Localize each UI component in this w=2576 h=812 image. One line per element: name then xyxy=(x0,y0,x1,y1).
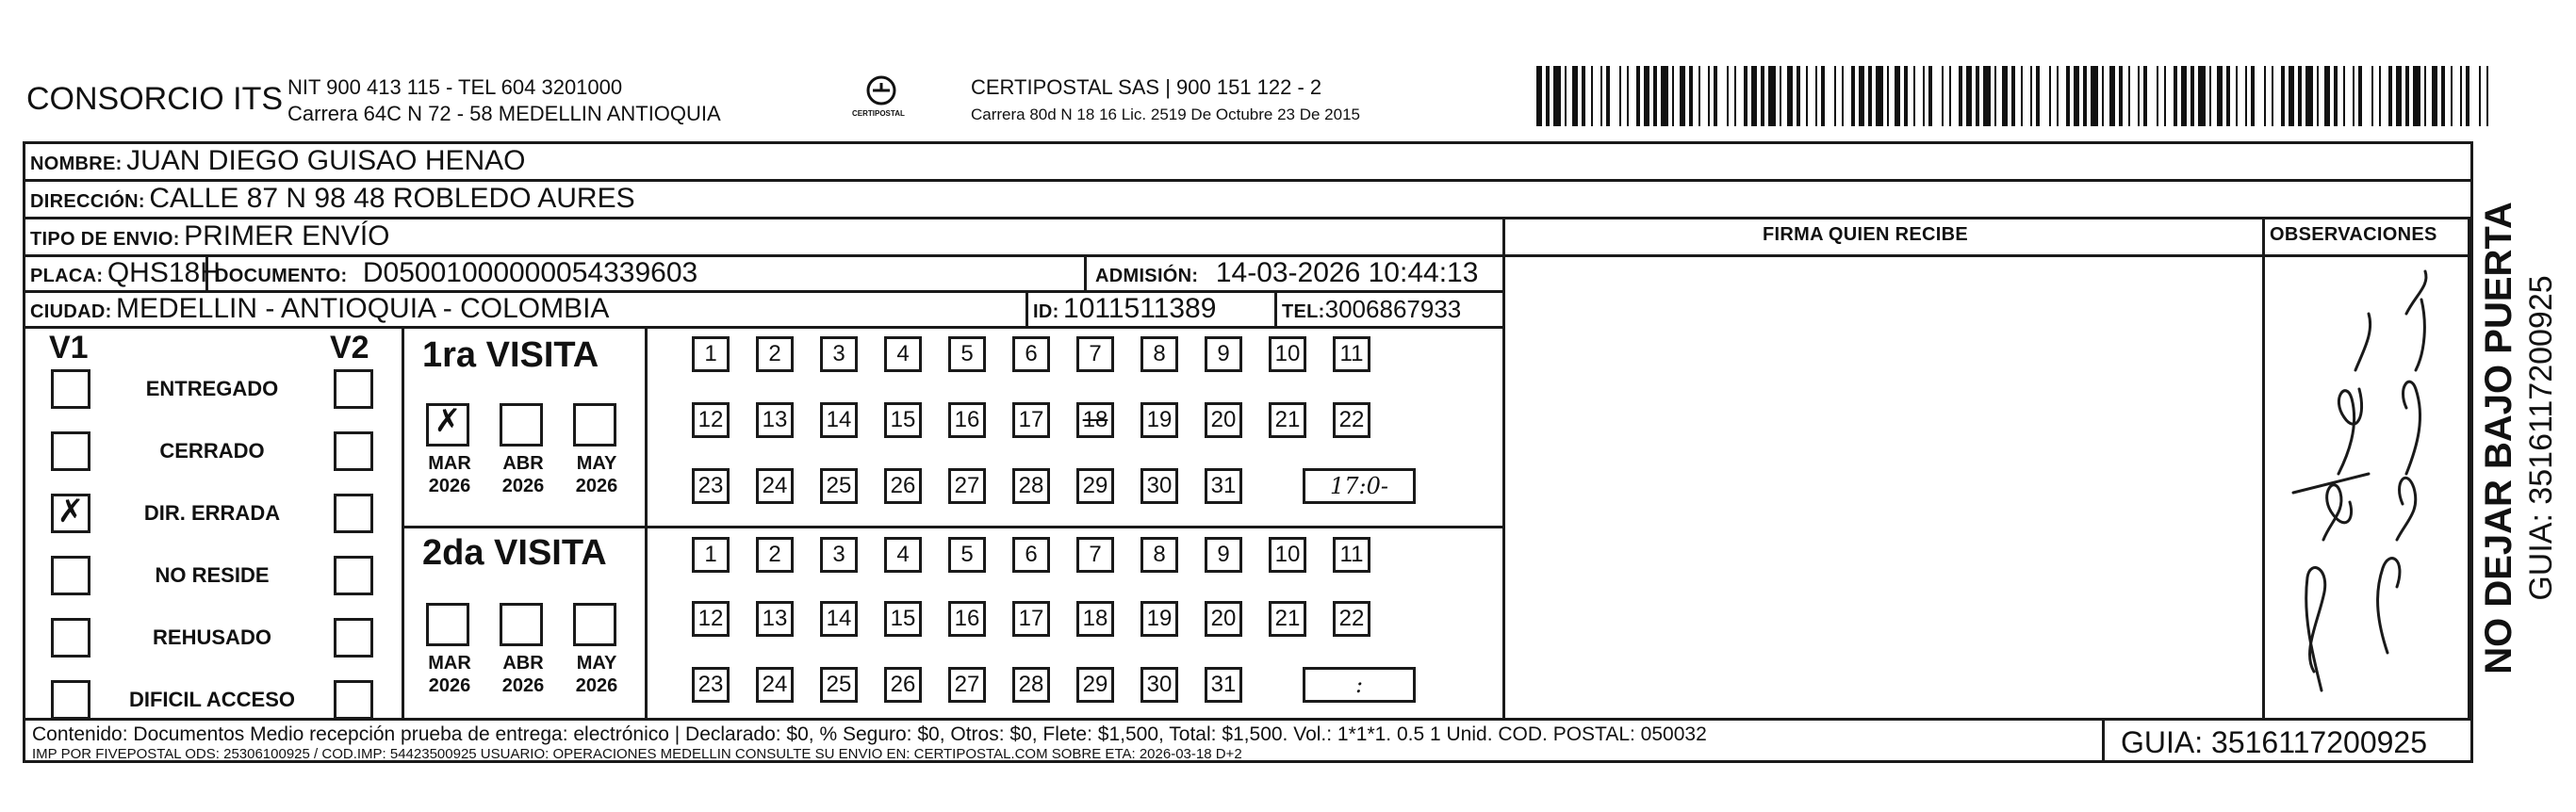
visit2-day-box[interactable]: 5 xyxy=(948,537,986,573)
id-row xyxy=(1033,293,1216,325)
visit1-day-box[interactable]: 18 xyxy=(1076,402,1114,438)
barcode-bar xyxy=(2181,66,2187,126)
barcode-bar xyxy=(1606,66,1610,126)
visit1-day-box[interactable]: 22 xyxy=(1333,402,1370,438)
status-label: REHUSADO xyxy=(153,625,271,649)
tel-row xyxy=(1282,295,1461,324)
visit1-day-box[interactable]: 4 xyxy=(884,336,922,372)
month-name: ABR xyxy=(502,653,544,674)
v1-checkbox[interactable] xyxy=(51,556,90,595)
barcode-bar xyxy=(1787,66,1793,126)
visit2-day-box[interactable]: 14 xyxy=(820,601,858,637)
barcode-bar xyxy=(2405,66,2409,126)
month-year: 2026 xyxy=(501,476,545,496)
id-label: ID: xyxy=(1033,301,1059,322)
visit1-day-box[interactable]: 17 xyxy=(1012,402,1050,438)
v2-checkbox[interactable] xyxy=(334,369,373,409)
signature-header: FIRMA QUIEN RECIBE xyxy=(1763,224,1968,245)
admision-row xyxy=(1095,257,1478,289)
barcode-bar xyxy=(2198,66,2206,126)
visit2-day-box[interactable]: 9 xyxy=(1205,537,1242,573)
visit2-month-label xyxy=(496,652,550,697)
handwritten-observation xyxy=(2265,257,2468,718)
barcode-bar xyxy=(1976,66,1979,126)
certipostal-logo xyxy=(848,68,914,124)
visit1-day-box[interactable]: 5 xyxy=(948,336,986,372)
visit1-day-box[interactable]: 1 xyxy=(692,336,730,372)
tipo-value: PRIMER ENVÍO xyxy=(184,220,390,252)
documento-value: D05001000000054339603 xyxy=(362,257,698,288)
visit1-time-box[interactable]: 17:0- xyxy=(1303,468,1416,504)
visit1-month-label xyxy=(496,452,550,497)
barcode-bar xyxy=(2011,66,2015,126)
v1-checkbox[interactable] xyxy=(51,494,90,533)
barcode-bar xyxy=(2305,66,2313,126)
barcode-bar xyxy=(2424,66,2426,126)
visit1-day-box[interactable]: 7 xyxy=(1076,336,1114,372)
status-label: ENTREGADO xyxy=(145,377,279,400)
barcode-bar xyxy=(2157,66,2158,126)
visit2-day-box[interactable]: 22 xyxy=(1333,601,1370,637)
barcode-bar xyxy=(2036,66,2040,126)
visit2-day-box[interactable]: 12 xyxy=(692,601,730,637)
footer-content-line: Contenido: Documentos Medio recepción prueba de entrega: electrónico | Declarado: $0, % Seguro: $0, Otros: $0, Flete: $1,500, Total: $1,500. Vol.: 1*1*1. 0.5 1 Unid. COD. POSTAL: 050032 xyxy=(32,723,1707,745)
barcode-bar xyxy=(2432,66,2437,126)
direccion-value: CALLE 87 N 98 48 ROBLEDO AURES xyxy=(149,183,635,214)
visit2-day-box[interactable]: 8 xyxy=(1140,537,1178,573)
month-year: 2026 xyxy=(575,476,618,496)
barcode-bar xyxy=(2049,66,2051,126)
visit2-month-label xyxy=(569,652,624,697)
v2-checkbox[interactable] xyxy=(334,618,373,658)
barcode-bar xyxy=(1994,66,1996,126)
barcode-bar xyxy=(1644,66,1649,126)
visit1-day-box[interactable]: 16 xyxy=(948,402,986,438)
barcode-bar xyxy=(2460,66,2462,126)
visit1-day-box[interactable]: 15 xyxy=(884,402,922,438)
barcode-bar xyxy=(1582,66,1585,126)
footer-imp-line: IMP POR FIVEPOSTAL ODS: 25306100925 / COD.IMP: 54423500925 USUARIO: OPERACIONES MEDELLIN CONSULTE SU ENVIO EN: CERTIPOSTAL.COM SOBRE ETA: 2026-03-18 D+2 xyxy=(32,746,1242,762)
month-name: ABR xyxy=(502,453,544,474)
barcode-bar xyxy=(1761,66,1764,126)
barcode-bar xyxy=(1815,66,1817,126)
visit2-day-box[interactable]: 3 xyxy=(820,537,858,573)
status-label: DIR. ERRADA xyxy=(143,501,281,525)
month-name: MAR xyxy=(428,453,471,474)
barcode-bar xyxy=(2226,66,2230,126)
barcode-bar xyxy=(2164,66,2166,126)
barcode-bar xyxy=(2002,66,2008,126)
barcode-bar xyxy=(1834,66,1836,126)
visit1-month-label xyxy=(422,452,477,497)
barcode-bar xyxy=(1876,66,1883,126)
status-label: NO RESIDE xyxy=(155,563,270,587)
barcode-bar xyxy=(1661,66,1668,126)
month-name: MAY xyxy=(576,653,617,674)
no-dejar-bajo-puerta: NO DEJAR BAJO PUERTA xyxy=(2478,202,2519,674)
barcode-bar xyxy=(1895,66,1900,126)
barcode-bar xyxy=(2281,66,2285,126)
barcode-bar xyxy=(1913,66,1915,126)
logo-text: CERTIPOSTAL xyxy=(852,109,905,118)
visit2-day-box[interactable]: 31 xyxy=(1205,667,1242,703)
barcode-bar xyxy=(1565,66,1567,126)
month-year: 2026 xyxy=(575,675,618,696)
barcode-bar xyxy=(1727,66,1729,126)
barcode-bar xyxy=(1698,66,1700,126)
visit1-day-box[interactable]: 10 xyxy=(1269,336,1306,372)
barcode-bar xyxy=(2379,66,2381,126)
visit1-day-box[interactable]: 31 xyxy=(1205,468,1242,504)
ciudad-label: CIUDAD: xyxy=(30,301,112,322)
visit2-month-checkbox[interactable] xyxy=(500,603,543,646)
barcode-bar xyxy=(2143,66,2147,126)
barcode-bar xyxy=(1966,66,1972,126)
check-mark-icon: ✗ xyxy=(57,493,85,530)
barcode-bar xyxy=(1744,66,1747,126)
placa-row xyxy=(30,257,221,289)
visit2-day-box[interactable]: 10 xyxy=(1269,537,1306,573)
placa-value: QHS18H xyxy=(107,257,221,288)
visit2-day-box[interactable]: 25 xyxy=(820,667,858,703)
visit1-day-box[interactable]: 2 xyxy=(756,336,794,372)
barcode-bar xyxy=(2066,66,2070,126)
admision-value: 14-03-2026 10:44:13 xyxy=(1215,257,1479,288)
barcode-bar xyxy=(2466,66,2469,126)
barcode-bar xyxy=(2102,66,2104,126)
barcode-bar xyxy=(2317,66,2319,126)
barcode-bar xyxy=(2358,66,2362,126)
side-guia-number: GUIA: 3516117200925 xyxy=(2523,275,2559,601)
v2-checkbox[interactable] xyxy=(334,680,373,720)
barcode-bar xyxy=(2272,66,2273,126)
direccion-row xyxy=(30,183,635,215)
barcode-bar xyxy=(2264,66,2266,126)
visit2-day-box[interactable]: 23 xyxy=(692,667,730,703)
visit2-title: 2da VISITA xyxy=(422,533,607,573)
v2-label: V2 xyxy=(330,330,369,365)
barcode-bar xyxy=(1942,66,1944,126)
barcode-bar xyxy=(2128,66,2130,126)
direccion-label: DIRECCIÓN: xyxy=(30,191,145,212)
barcode-bar xyxy=(1851,66,1855,126)
side-notice xyxy=(2478,113,2567,763)
visit2-time-box[interactable]: : xyxy=(1303,667,1416,703)
visit1-day-box[interactable]: 20 xyxy=(1205,402,1242,438)
visit1-month-checkbox[interactable] xyxy=(426,403,469,447)
documento-row xyxy=(215,257,697,289)
barcode xyxy=(1536,66,2498,132)
barcode-bar xyxy=(2371,66,2373,126)
visit2-day-box[interactable]: 18 xyxy=(1076,601,1114,637)
barcode-bar xyxy=(1708,66,1710,126)
visit1-month-checkbox[interactable] xyxy=(500,403,543,447)
barcode-bar xyxy=(2190,66,2194,126)
barcode-bar xyxy=(2074,66,2079,126)
visit2-day-box[interactable]: 11 xyxy=(1333,537,1370,573)
barcode-bar xyxy=(2353,66,2354,126)
visit1-day-box[interactable]: 27 xyxy=(948,468,986,504)
barcode-bar xyxy=(2251,66,2255,126)
company-info-line1: NIT 900 413 115 - TEL 604 3201000 xyxy=(287,75,623,99)
barcode-bar xyxy=(1591,66,1593,126)
barcode-bar xyxy=(1627,66,1629,126)
barcode-bar xyxy=(2441,66,2445,126)
signature-area[interactable] xyxy=(1505,257,2262,718)
barcode-bar xyxy=(1680,66,1685,126)
visit1-day-box[interactable]: 3 xyxy=(820,336,858,372)
ciudad-row xyxy=(30,293,609,325)
visit1-day-box[interactable]: 25 xyxy=(820,468,858,504)
v1-checkbox[interactable] xyxy=(51,680,90,720)
barcode-bar xyxy=(1619,66,1621,126)
barcode-bar xyxy=(1923,66,1925,126)
visit2-day-box[interactable]: 2 xyxy=(756,537,794,573)
barcode-bar xyxy=(2021,66,2023,126)
v1-checkbox[interactable] xyxy=(51,618,90,658)
barcode-bar xyxy=(2451,66,2453,126)
barcode-bar xyxy=(2413,66,2420,126)
nombre-row xyxy=(30,145,526,177)
visit2-day-box[interactable]: 17 xyxy=(1012,601,1050,637)
barcode-bar xyxy=(1536,66,1542,126)
barcode-bar xyxy=(1714,66,1717,126)
barcode-bar xyxy=(1572,66,1578,126)
visit2-day-box[interactable]: 30 xyxy=(1140,667,1178,703)
month-year: 2026 xyxy=(501,675,545,696)
month-year: 2026 xyxy=(428,476,471,496)
v1-checkbox[interactable] xyxy=(51,431,90,471)
status-label: DIFICIL ACCESO xyxy=(128,688,295,711)
v1-checkbox[interactable] xyxy=(51,369,90,409)
barcode-bar xyxy=(2083,66,2087,126)
visit2-day-box[interactable]: 27 xyxy=(948,667,986,703)
barcode-bar xyxy=(1751,66,1757,126)
barcode-bar xyxy=(2334,66,2338,126)
observaciones-header: OBSERVACIONES xyxy=(2270,224,2437,245)
visit1-month-label xyxy=(569,452,624,497)
id-value: 1011511389 xyxy=(1063,293,1217,324)
barcode-bar xyxy=(2343,66,2345,126)
certipostal-info-line1: CERTIPOSTAL SAS | 900 151 122 - 2 xyxy=(971,75,1322,99)
check-mark-icon: ✗ xyxy=(434,402,462,440)
visit2-day-box[interactable]: 20 xyxy=(1205,601,1242,637)
barcode-bar xyxy=(1734,66,1736,126)
barcode-bar xyxy=(1887,66,1889,126)
nombre-label: NOMBRE: xyxy=(30,154,123,174)
v2-checkbox[interactable] xyxy=(334,556,373,595)
visit1-day-box[interactable]: 29 xyxy=(1076,468,1114,504)
barcode-bar xyxy=(2109,66,2115,126)
visit2-day-box[interactable]: 7 xyxy=(1076,537,1114,573)
v2-checkbox[interactable] xyxy=(334,431,373,471)
barcode-bar xyxy=(2057,66,2059,126)
visit2-month-checkbox[interactable] xyxy=(573,603,616,646)
barcode-bar xyxy=(2324,66,2330,126)
barcode-bar xyxy=(1806,66,1808,126)
visit1-day-box[interactable]: 13 xyxy=(756,402,794,438)
visit2-day-box[interactable]: 26 xyxy=(884,667,922,703)
visit2-day-box[interactable]: 6 xyxy=(1012,537,1050,573)
barcode-bar xyxy=(2174,66,2177,126)
barcode-bar xyxy=(2217,66,2223,126)
tipo-row xyxy=(30,220,390,252)
tel-value: 3006867933 xyxy=(1324,295,1462,323)
visit2-day-box[interactable]: 19 xyxy=(1140,601,1178,637)
barcode-bar xyxy=(2396,66,2402,126)
barcode-bar xyxy=(2388,66,2392,126)
visit1-day-box[interactable]: 14 xyxy=(820,402,858,438)
v2-checkbox[interactable] xyxy=(334,494,373,533)
company-name: CONSORCIO ITS xyxy=(26,81,284,117)
month-name: MAR xyxy=(428,653,471,674)
visit2-month-label xyxy=(422,652,477,697)
status-label: CERRADO xyxy=(159,439,265,463)
barcode-bar xyxy=(2298,66,2302,126)
visit2-day-box[interactable]: 24 xyxy=(756,667,794,703)
visit1-day-box[interactable]: 23 xyxy=(692,468,730,504)
barcode-bar xyxy=(1983,66,1991,126)
barcode-bar xyxy=(2245,66,2247,126)
barcode-bar xyxy=(1600,66,1602,126)
visit2-day-box[interactable]: 28 xyxy=(1012,667,1050,703)
visit2-day-box[interactable]: 21 xyxy=(1269,601,1306,637)
barcode-bar xyxy=(2091,66,2098,126)
tipo-label: TIPO DE ENVIO: xyxy=(30,229,180,250)
visit2-day-box[interactable]: 13 xyxy=(756,601,794,637)
visit2-day-box[interactable]: 4 xyxy=(884,537,922,573)
visit1-day-box[interactable]: 12 xyxy=(692,402,730,438)
barcode-bar xyxy=(1959,66,1962,126)
certipostal-info-line2: Carrera 80d N 18 16 Lic. 2519 De Octubre 23 De 2015 xyxy=(971,106,1360,123)
barcode-bar xyxy=(1636,66,1640,126)
barcode-bar xyxy=(1672,66,1674,126)
month-name: MAY xyxy=(576,453,617,474)
visit1-day-box[interactable]: 8 xyxy=(1140,336,1178,372)
barcode-bar xyxy=(2030,66,2032,126)
barcode-bar xyxy=(1768,66,1776,126)
visit2-day-box[interactable]: 29 xyxy=(1076,667,1114,703)
barcode-bar xyxy=(1904,66,1908,126)
barcode-bar xyxy=(2119,66,2123,126)
barcode-bar xyxy=(1653,66,1657,126)
barcode-bar xyxy=(2236,66,2238,126)
barcode-bar xyxy=(1859,66,1864,126)
v1-label: V1 xyxy=(49,330,89,365)
barcode-bar xyxy=(1868,66,1872,126)
placa-label: PLACA: xyxy=(30,266,104,286)
visit1-day-box[interactable]: 26 xyxy=(884,468,922,504)
footer-guia: GUIA: 3516117200925 xyxy=(2121,725,2427,759)
barcode-bar xyxy=(1821,66,1825,126)
barcode-bar xyxy=(1546,66,1550,126)
visit2-day-box[interactable]: 15 xyxy=(884,601,922,637)
barcode-bar xyxy=(1553,66,1561,126)
visit1-day-box[interactable]: 6 xyxy=(1012,336,1050,372)
barcode-bar xyxy=(2289,66,2294,126)
visit1-month-checkbox[interactable] xyxy=(573,403,616,447)
barcode-bar xyxy=(2209,66,2211,126)
barcode-bar xyxy=(1780,66,1781,126)
visit1-day-box[interactable]: 28 xyxy=(1012,468,1050,504)
barcode-bar xyxy=(1797,66,1800,126)
visit2-month-checkbox[interactable] xyxy=(426,603,469,646)
visit1-day-box[interactable]: 11 xyxy=(1333,336,1370,372)
barcode-bar xyxy=(1842,66,1844,126)
barcode-bar xyxy=(2138,66,2140,126)
visit1-day-box[interactable]: 9 xyxy=(1205,336,1242,372)
company-info-line2: Carrera 64C N 72 - 58 MEDELLIN ANTIOQUIA xyxy=(287,102,721,125)
visit1-day-box[interactable]: 30 xyxy=(1140,468,1178,504)
barcode-bar xyxy=(1689,66,1693,126)
tel-label: TEL: xyxy=(1282,301,1325,322)
nombre-value: JUAN DIEGO GUISAO HENAO xyxy=(126,145,526,176)
visit1-title: 1ra VISITA xyxy=(422,335,599,375)
visit1-day-box[interactable]: 19 xyxy=(1140,402,1178,438)
barcode-bar xyxy=(1949,66,1951,126)
ciudad-value: MEDELLIN - ANTIOQUIA - COLOMBIA xyxy=(116,293,610,324)
visit1-day-box[interactable]: 21 xyxy=(1269,402,1306,438)
visit2-day-box[interactable]: 1 xyxy=(692,537,730,573)
admision-label: ADMISIÓN: xyxy=(1095,266,1199,286)
visit1-day-box[interactable]: 24 xyxy=(756,468,794,504)
visit2-day-box[interactable]: 16 xyxy=(948,601,986,637)
documento-label: DOCUMENTO: xyxy=(215,266,348,286)
barcode-bar xyxy=(1928,66,1932,126)
month-year: 2026 xyxy=(428,675,471,696)
